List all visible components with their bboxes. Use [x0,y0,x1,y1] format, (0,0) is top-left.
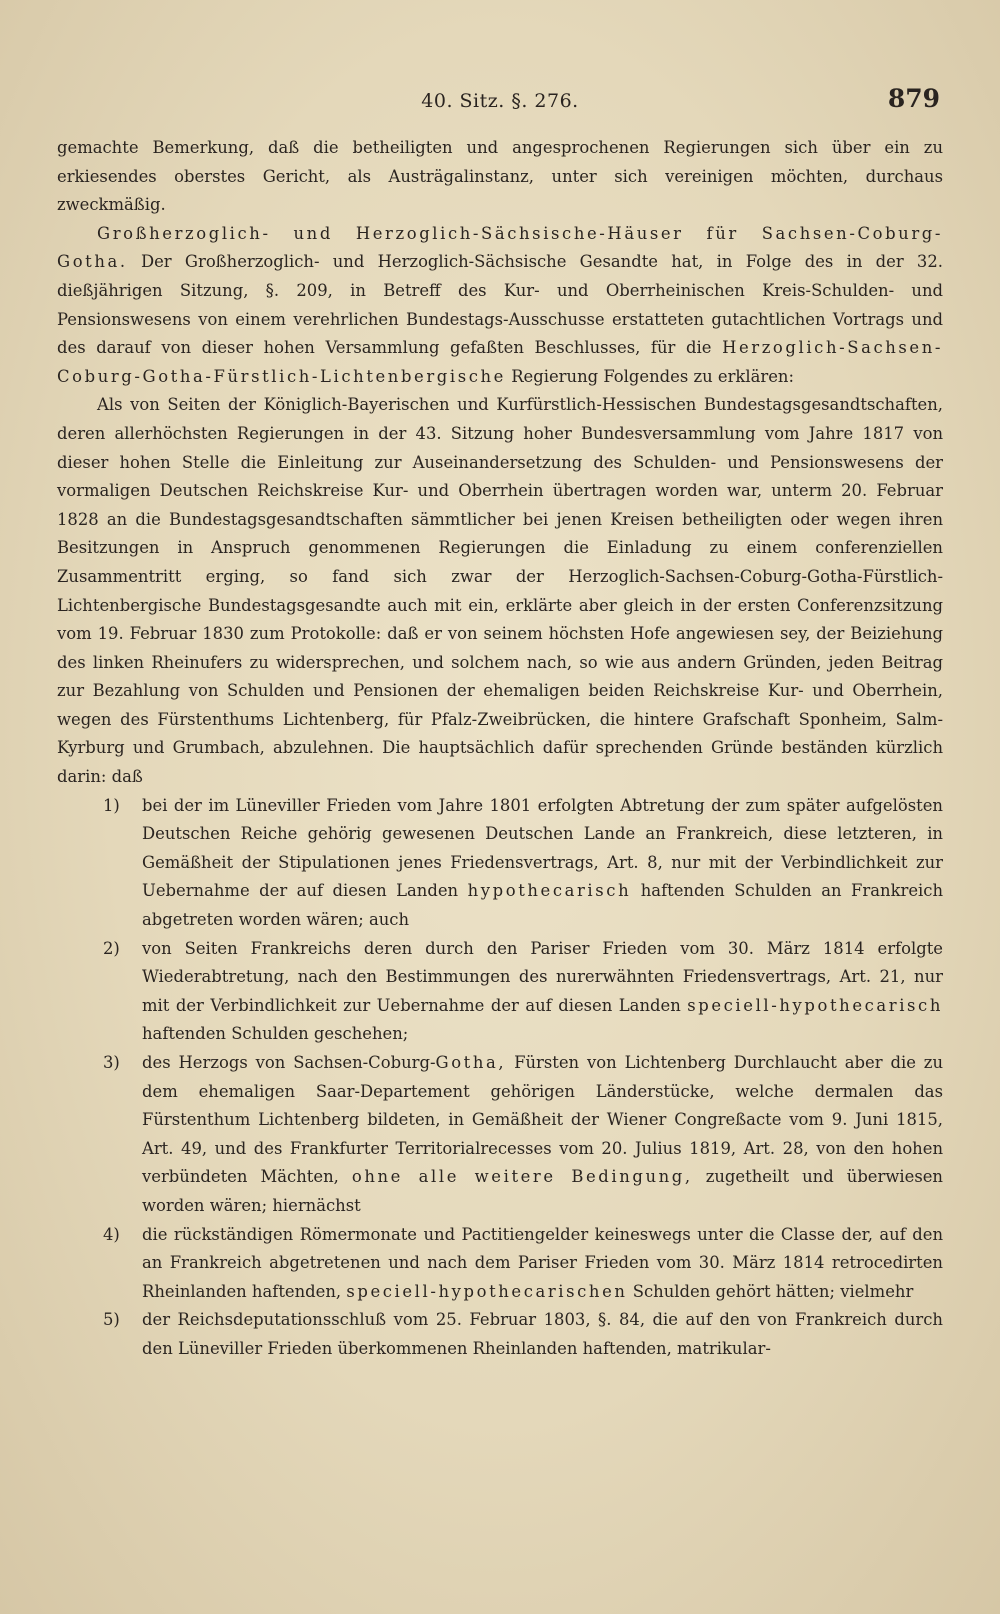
body-text [57,134,943,1364]
list-text: haftenden Schulden geschehen; [142,1024,409,1044]
list-text: von Seiten Frankreichs deren durch den Pariser Frieden vom 30. März 1814 erfolgte Wiederabtretung, nach den Bestimmungen des nurerwähnten Friedensvertrags, Art. 21, nur mit der Verbindlichkeit zur Uebernahme der auf diesen Landen [142,938,943,1015]
emphasized-text: Herzoglich-Sachsen-Coburg-Gotha-Fürstlich-Lichtenbergische [57,338,943,386]
list-text: der Reichsdeputationsschluß vom 25. Februar 1803, §. 84, die auf den von Frankreich durch den Lüneviller Frieden überkommenen Rheinlanden haftenden, matrikular- [142,1310,943,1358]
list-text: des Herzogs von Sachsen-Coburg- [142,1053,436,1072]
numbered-list [57,792,943,1364]
list-item [57,1049,943,1221]
list-text: haftenden Schulden an Frankreich abgetreten worden wären; auch [142,881,944,930]
list-number: 1) [103,795,120,815]
list-number: 3) [103,1053,120,1072]
list-number: 4) [103,1224,120,1244]
list-text: Schulden gehört hätten; vielmehr [632,1281,914,1301]
list-item [57,792,943,935]
emphasized-text: speciell-hypothecarischen [346,1281,628,1301]
page-number: 879 [887,84,940,113]
emphasized-text: ohne alle weitere Bedingung, [351,1167,693,1187]
list-text: die rückständigen Römermonate und Pactitiengelder keineswegs unter die Classe der, auf den an Frankreich abgetretenen und nach dem Pariser Frieden vom 30. März 1814 retrocedirten Rheinlanden haftenden, [142,1224,943,1301]
paragraph-continuation: gemachte Bemerkung, daß die betheiligten und angesprochenen Regierungen sich über ein zu erkiesendes oberstes Gericht, als Austrägalinstanz, unter sich vereinigen möchten, durchaus zweckmäßig. [57,138,943,215]
paragraph-text: Regierung Folgendes zu erklären: [511,366,794,386]
list-text: bei der im Lüneviller Frieden vom Jahre 1801 erfolgten Abtretung der zum später aufgelösten Deutschen Reiche gehörig gewesenen Deutschen Lande an Frankreich, diese letzteren, in Gemäßheit der Stipulationen jenes Friedensvertrags, Art. 8, nur mit der Verbindlichkeit zur Uebernahme der auf diesen Landen [142,795,943,901]
list-item [57,935,943,1049]
list-text: zugetheilt und überwiesen worden wären; hiernächst [142,1167,943,1215]
emphasized-text: speciell-hypothecarisch [687,995,943,1015]
list-number: 5) [103,1310,120,1330]
paragraph-main: Als von Seiten der Königlich-Bayerischen und Kurfürstlich-Hessischen Bundestagsgesandtschaften, deren allerhöchsten Regierungen in der 43. Sitzung hoher Bundesversammlung vom Jahre 1817 von dieser hohen Stelle die Einleitung zur Auseinandersetzung des Schulden- und Pensionswesens der vormaligen Deutschen Reichskreise Kur- und Oberrhein übertragen worden war, unterm 20. Februar 1828 an die Bundestagsgesandtschaften sämmtlicher bei jenen Kreisen betheiligten oder wegen ihren Besitzungen in Anspruch genommenen Regierungen die Einladung zu einem conferenziellen Zusammentritt erging, so fand sich zwar der Herzoglich-Sachsen-Coburg-Gotha-Fürstlich-Lichtenbergische Bundestagsgesandte auch mit ein, erklärte aber gleich in der ersten Conferenzsitzung vom 19. Februar 1830 zum Protokolle: daß er von seinem höchsten Hofe angewiesen sey, der Beiziehung des linken Rheinufers zu widersprechen, und solchem nach, so wie aus andern Gründen, jeden Beitrag zur Bezahlung von Schulden und Pensionen der ehemaligen beiden Reichskreise Kur- und Oberrhein, wegen des Fürstenthums Lichtenberg, für Pfalz-Zweibrücken, die hintere Grafschaft Sponheim, Salm-Kyrburg und Grumbach, abzulehnen. Die hauptsächlich dafür sprechenden Gründe beständen kürzlich darin: daß [57,395,943,787]
running-head: 40. Sitz. §. 276. [421,90,579,112]
emphasized-text: hypothecarisch [467,881,632,901]
paragraph-declaration [57,220,943,392]
emphasized-text: Gotha, [435,1053,507,1072]
paragraph-text: Der Großherzoglich- und Herzoglich-Sächsische Gesandte hat, in Folge des in der 32. dießjährigen Sitzung, §. 209, in Betreff des Kur- und Oberrheinischen Kreis-Schulden- und Pensionswesens von einem verehrlichen Bundestags-Ausschusse erstatteten gutachtlichen Vortrags und des darauf von dieser hohen Versammlung gefaßten Beschlusses, für die [57,252,943,358]
list-number: 2) [103,938,120,958]
section-heading: Großherzoglich- und Herzoglich-Sächsische-Häuser für Sachsen-Coburg-Gotha. [57,223,943,272]
list-item [57,1221,943,1307]
list-text: Fürsten von Lichtenberg Durchlaucht aber die zu dem ehemaligen Saar-Departement gehörigen Länderstücke, welche dermalen das Fürstenthum Lichtenberg bildeten, in Gemäßheit der Wiener Congreßacte vom 9. Juni 1815, Art. 49, und des Frankfurter Territorialrecesses vom 20. Julius 1819, Art. 28, von den hohen verbündeten Mächten, [142,1053,944,1187]
list-item [57,1306,943,1363]
page-header [60,84,940,120]
